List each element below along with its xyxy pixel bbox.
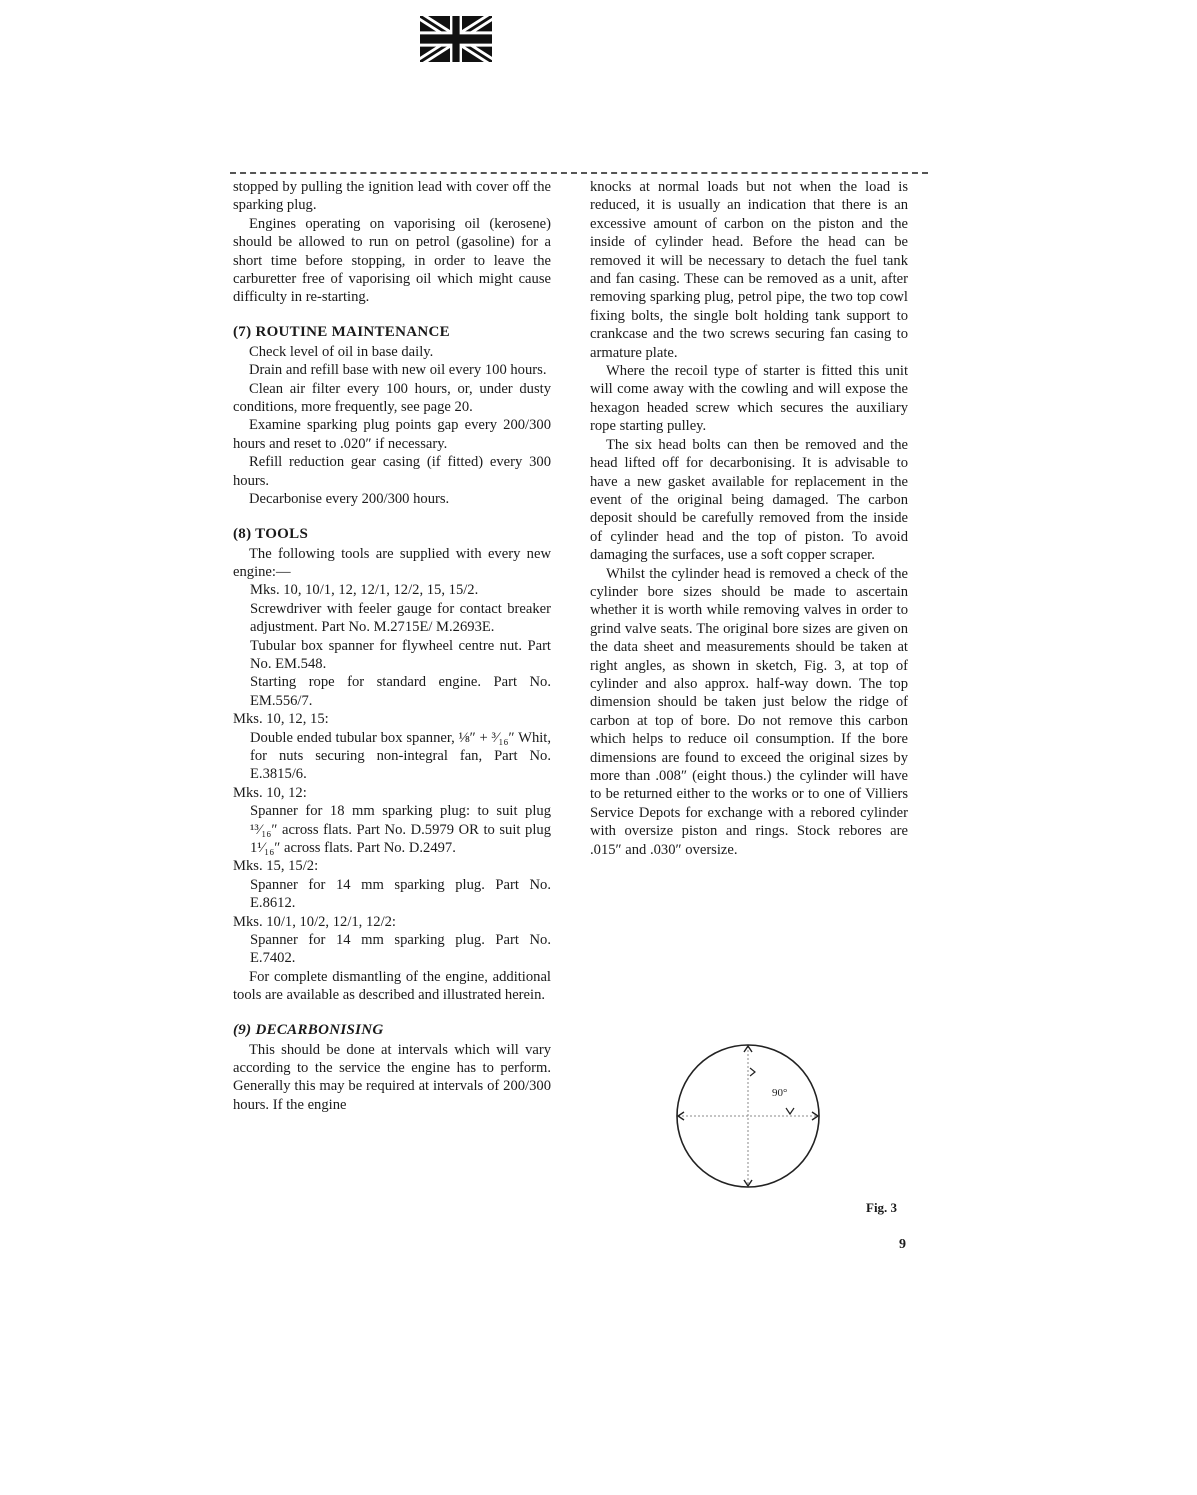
decarbonising-heading: (9) DECARBONISING xyxy=(233,1021,384,1038)
tools-models-line: Mks. 10, 10/1, 12, 12/1, 12/2, 15, 15/2. xyxy=(250,582,479,599)
tools-heading: (8) TOOLS xyxy=(233,525,309,542)
maintenance-item: Decarbonise every 200/300 hours. xyxy=(249,491,450,508)
right-paragraph: knocks at normal loads but not when the load is reduced, it is usually an indication that there is an excessive amount of carbon on the piston and the inside of cylinder head. Before the head can be removed it will be necessary to detach the fuel tank and fan casing. These can be removed as a unit, after removing sparking plug, petrol pipe, the two top cowl fixing bolts, the single bolt holding tank support to crankcase and the two screws securing fan casing to armature plate. xyxy=(590,179,908,361)
maintenance-item: Refill reduction gear casing (if fitted) every 300 hours. xyxy=(233,454,551,489)
tools-closing: For complete dismantling of the engine, additional tools are available as described and illustrated herein. xyxy=(233,968,551,1004)
tool-item: Spanner for 18 mm sparking plug: to suit plug ¹³⁄₁₆″ across flats. Part No. D.5979 OR to suit plug 1¹⁄₁₆″ across flats. Part No. D.2497. xyxy=(250,803,551,856)
tool-item: Spanner for 14 mm sparking plug. Part No. E.7402. xyxy=(250,932,551,967)
tool-item: Spanner for 14 mm sparking plug. Part No. E.8612. xyxy=(250,876,551,912)
right-column xyxy=(590,178,908,859)
maintenance-item: Clean air filter every 100 hours, or, under dusty conditions, more frequently, see page 20. xyxy=(233,380,551,416)
tools-models-line: Mks. 10, 12: xyxy=(233,784,307,801)
tools-models-line: Mks. 15, 15/2: xyxy=(233,858,319,875)
right-paragraph: The six head bolts can then be removed and the head lifted off for decarbonising. It is advisable to have a new gasket available for replacement in the event of the original being damaged. The carbon deposit should be carefully removed from the inside of cylinder head and the top of piston. To avoid damaging the surfaces, use a soft copper scraper. xyxy=(590,436,908,564)
engines-paragraph: Engines operating on vaporising oil (kerosene) should be allowed to run on petrol (gasoline) for a short time before stopping, in order to leave the carburetter free of vaporising oil which might cause difficulty in re-starting. xyxy=(233,215,551,306)
maintenance-item: Check level of oil in base daily. xyxy=(249,343,434,360)
tool-item: Double ended tubular box spanner, ⅛″ + ³⁄₁₆″ Whit, for nuts securing non-integral fan, Part No. E.3815/6. xyxy=(250,729,551,783)
union-jack-flag-icon xyxy=(420,16,492,62)
tools-models-line: Mks. 10, 12, 15: xyxy=(233,711,329,728)
header-rule xyxy=(230,172,928,174)
maintenance-item: Examine sparking plug points gap every 200/300 hours and reset to .020″ if necessary. xyxy=(233,417,551,452)
maintenance-item: Drain and refill base with new oil every 100 hours. xyxy=(249,362,547,379)
tools-intro: The following tools are supplied with every new engine:— xyxy=(233,545,551,580)
decarbonising-paragraph: This should be done at intervals which will vary according to the service the engine has to perform. Generally this may be required at intervals of 200/300 hours. If the engine xyxy=(233,1041,551,1113)
tool-item: Screwdriver with feeler gauge for contact breaker adjustment. Part No. M.2715E/ M.2693E. xyxy=(250,600,551,636)
angle-label: 90° xyxy=(772,1087,788,1099)
right-paragraph: Where the recoil type of starter is fitted this unit will come away with the cowling and will expose the hexagon headed screw which secures the auxiliary rope starting pulley. xyxy=(590,363,908,435)
angle-mark-vertical xyxy=(750,1068,755,1076)
right-paragraph: Whilst the cylinder head is removed a check of the cylinder bore sizes should be made to ascertain whether it is worth while removing valves in order to grind valve seats. The original bore sizes are given on the data sheet and measurements should be taken at right angles, as shown in sketch, Fig. 3, at top of cylinder and also approx. half-way down. The top dimension should be taken just below the ridge of carbon at top of bore. Do not remove this carbon which helps to reduce oil consumption. If the bore dimensions are found to exceed the original sizes by more than .008″ (eight thous.) the cylinder will have to be returned either to the works or to one of Villiers Service Depots for exchange with a rebored cylinder with oversize piston and rings. Stock rebores are .015″ and .030″ oversize. xyxy=(590,565,908,858)
figure-caption: Fig. 3 xyxy=(866,1200,898,1215)
page-number: 9 xyxy=(899,1237,906,1252)
angle-mark-horizontal xyxy=(786,1108,794,1114)
tool-item: Tubular box spanner for flywheel centre nut. Part No. EM.548. xyxy=(250,637,551,672)
tools-models-line: Mks. 10/1, 10/2, 12/1, 12/2: xyxy=(233,913,396,930)
maintenance-heading: (7) ROUTINE MAINTENANCE xyxy=(233,323,450,340)
left-column xyxy=(233,178,551,1114)
bore-measurement-diagram xyxy=(670,1036,830,1196)
continued-paragraph: stopped by pulling the ignition lead with cover off the sparking plug. xyxy=(233,179,551,214)
tool-item: Starting rope for standard engine. Part No. EM.556/7. xyxy=(250,674,551,709)
